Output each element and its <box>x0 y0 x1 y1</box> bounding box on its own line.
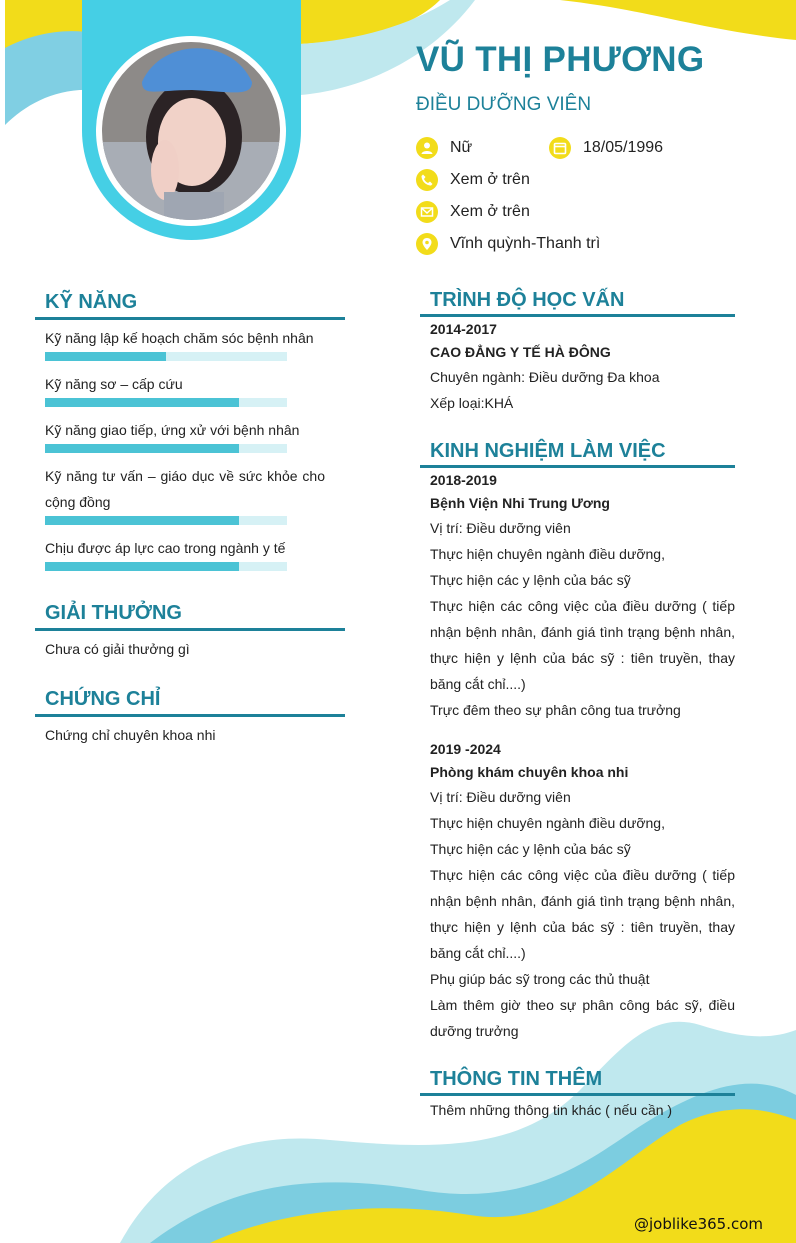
skill-bar-fill <box>45 398 239 407</box>
location-pin-icon <box>416 233 438 255</box>
awards-title: GIẢI THƯỞNG <box>45 602 182 624</box>
job-line: Làm thêm giờ theo sự phân công bác sỹ, điều dưỡng trưởng <box>430 997 735 1039</box>
email-row <box>416 201 530 223</box>
job-line: Thực hiện các y lệnh của bác sỹ <box>430 841 631 857</box>
certificates-title: CHỨNG CHỈ <box>45 688 161 710</box>
skill-label: Kỹ năng tư vấn – giáo dục về sức khỏe cho cộng đồng <box>45 468 325 510</box>
skill-label: Kỹ năng lập kế hoạch chăm sóc bệnh nhân <box>45 330 314 346</box>
birthdate-row <box>549 137 663 159</box>
job-line: Thực hiện các công việc của điều dưỡng ( tiếp nhận bệnh nhân, đánh giá tình trạng bệnh nhân, thực hiện y lệnh của bác sỹ : tiên truyền, thay băng cắt chỉ....) <box>430 598 735 692</box>
skill-bar-fill <box>45 444 239 453</box>
skills-title: KỸ NĂNG <box>45 291 138 313</box>
calendar-icon <box>549 137 571 159</box>
certificates-divider <box>35 714 345 717</box>
watermark-link[interactable]: @joblike365.com <box>634 1215 764 1233</box>
additional-divider <box>420 1093 735 1096</box>
skill-bar <box>45 516 287 525</box>
job-line: Phụ giúp bác sỹ trong các thủ thuật <box>430 971 650 987</box>
skill-bar <box>45 352 287 361</box>
address-row <box>416 233 600 255</box>
job-line: Vị trí: Điều dưỡng viên <box>430 789 571 805</box>
job-line: Vị trí: Điều dưỡng viên <box>430 520 571 536</box>
job-company: Phòng khám chuyên khoa nhi <box>430 764 629 780</box>
gender-value: Nữ <box>450 139 473 156</box>
education-major: Chuyên ngành: Điều dưỡng Đa khoa <box>430 369 660 385</box>
mail-icon <box>416 201 438 223</box>
certificates-text: Chứng chỉ chuyên khoa nhi <box>45 727 216 743</box>
job-line: Thực hiện chuyên ngành điều dưỡng, <box>430 546 665 562</box>
gender-row <box>416 137 472 159</box>
awards-text: Chưa có giải thưởng gì <box>45 641 190 657</box>
skill-label: Kỹ năng giao tiếp, ứng xử với bệnh nhân <box>45 422 300 438</box>
job-line: Thực hiện chuyên ngành điều dưỡng, <box>430 815 665 831</box>
skill-bar <box>45 444 287 453</box>
skills-divider <box>35 317 345 320</box>
email-value: Xem ở trên <box>450 203 530 220</box>
skill-bar-fill <box>45 516 239 525</box>
skill-label: Kỹ năng sơ – cấp cứu <box>45 376 183 392</box>
skill-bar-fill <box>45 562 239 571</box>
job-period: 2018-2019 <box>430 472 497 488</box>
birthdate-value: 18/05/1996 <box>583 139 664 156</box>
job-period: 2019 -2024 <box>430 741 501 757</box>
job-line: Trực đêm theo sự phân công tua trưởng <box>430 702 681 718</box>
job-line: Thực hiện các y lệnh của bác sỹ <box>430 572 631 588</box>
additional-title: THÔNG TIN THÊM <box>430 1068 603 1090</box>
job-line: Thực hiện các công việc của điều dưỡng ( tiếp nhận bệnh nhân, đánh giá tình trạng bệnh nhân, thực hiện y lệnh của bác sỹ : tiên truyền, thay băng cắt chỉ....) <box>430 867 735 961</box>
phone-row <box>416 169 530 191</box>
education-period: 2014-2017 <box>430 321 497 337</box>
address-value: Vĩnh quỳnh-Thanh trì <box>450 235 601 252</box>
education-rank: Xếp loại:KHÁ <box>430 395 514 411</box>
experience-title: KINH NGHIỆM LÀM VIỆC <box>430 440 666 462</box>
skill-label: Chịu được áp lực cao trong ngành y tế <box>45 540 286 556</box>
skill-bar <box>45 398 287 407</box>
profile-photo <box>102 42 280 220</box>
phone-icon <box>416 169 438 191</box>
additional-text: Thêm những thông tin khác ( nếu cần ) <box>430 1102 673 1118</box>
user-icon <box>416 137 438 159</box>
awards-divider <box>35 628 345 631</box>
phone-value: Xem ở trên <box>450 171 530 188</box>
skill-bar <box>45 562 287 571</box>
job-company: Bệnh Viện Nhi Trung Ương <box>430 495 610 511</box>
candidate-job-title: ĐIỀU DƯỠNG VIÊN <box>416 94 592 115</box>
education-school: CAO ĐẲNG Y TẾ HÀ ĐÔNG <box>430 344 611 360</box>
skill-bar-fill <box>45 352 166 361</box>
candidate-name: VŨ THỊ PHƯƠNG <box>416 40 705 79</box>
education-title: TRÌNH ĐỘ HỌC VẤN <box>430 289 625 311</box>
